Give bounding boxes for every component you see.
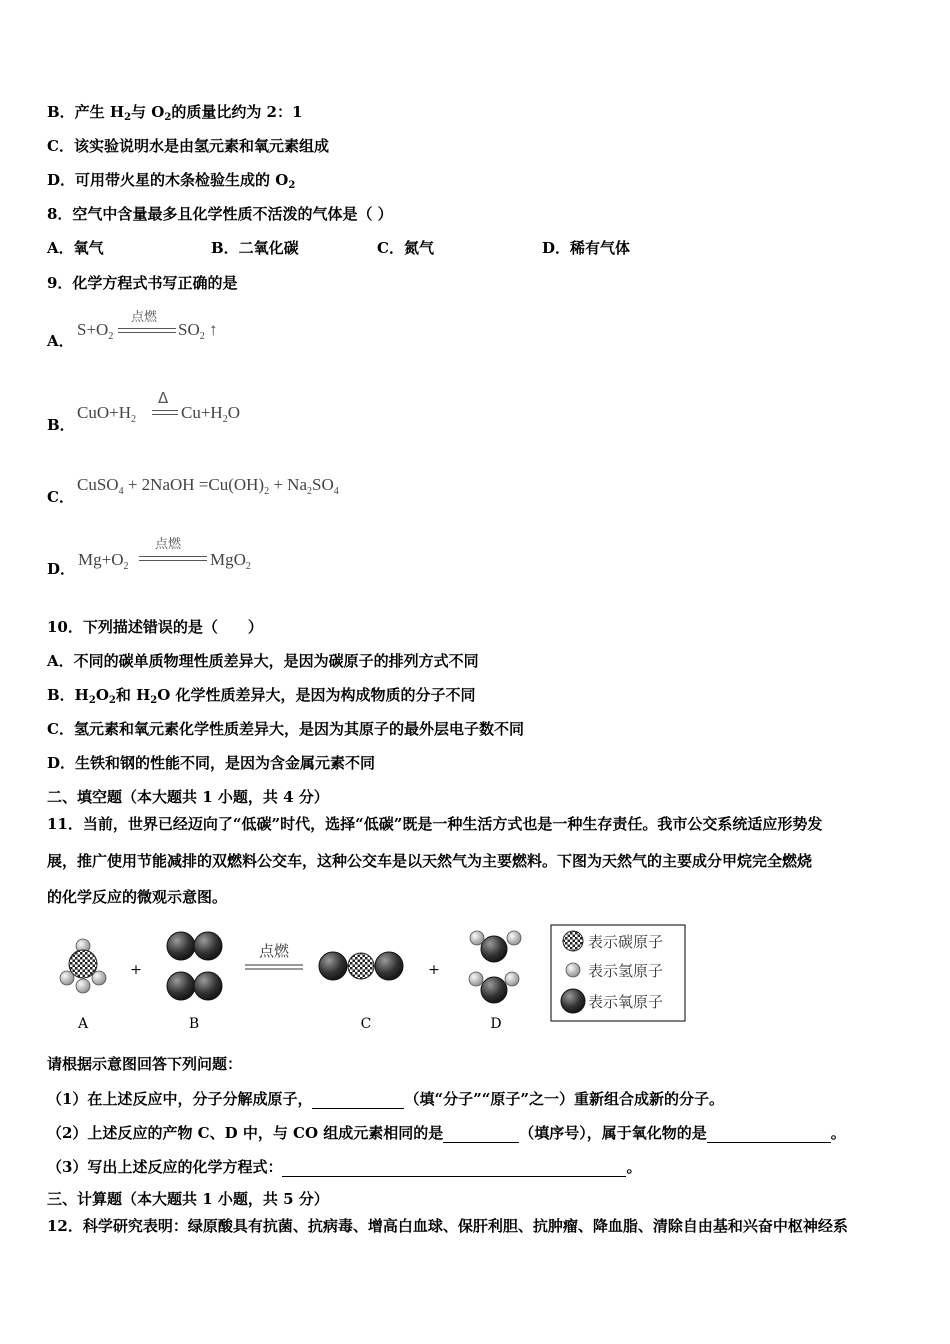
hydrogen-atom — [76, 979, 90, 993]
molecule-d-water — [469, 931, 521, 1003]
q11-line-3: 的化学反应的微观示意图。 — [47, 888, 228, 906]
molecule-c-carbon-dioxide — [319, 952, 403, 980]
hydrogen-atom — [60, 971, 74, 985]
plus-sign: + — [130, 962, 142, 978]
q8-option-c: C．氮气 — [377, 239, 434, 257]
hydrogen-atom — [92, 971, 106, 985]
reaction-condition: 点燃 — [258, 942, 290, 960]
q9-stem: 9．化学方程式书写正确的是 — [47, 274, 238, 292]
legend-carbon: 表示碳原子 — [588, 933, 664, 951]
answer-blank-1[interactable] — [312, 1088, 404, 1109]
q8-option-b: B．二氧化碳 — [211, 239, 299, 257]
q7-option-c: C．该实验说明水是由氢元素和氧元素组成 — [47, 137, 329, 155]
q9-label-c: C． — [47, 488, 74, 506]
legend — [551, 925, 685, 1021]
answer-blank-3[interactable] — [707, 1122, 831, 1143]
q10-option-a: A．不同的碳单质物理性质差异大，是因为碳原子的排列方式不同 — [47, 652, 479, 670]
q10-option-d: D．生铁和钢的性能不同，是因为含金属元素不同 — [47, 754, 376, 772]
q8-stem: 8．空气中含量最多且化学性质不活泼的气体是（ ） — [47, 205, 393, 223]
plus-sign-2: + — [428, 962, 440, 978]
methane-combustion-diagram — [45, 922, 705, 1040]
molecule-a-methane — [60, 939, 106, 993]
label-d: D — [490, 1016, 502, 1032]
molecule-b-oxygen — [167, 932, 222, 1000]
q9-equation-c: CuSO$_4$ + 2NaOH $=Cu(OH)_2 + Na_2SO_4$ — [77, 475, 339, 497]
answer-blank-2[interactable] — [443, 1122, 519, 1143]
label-c: C — [360, 1016, 372, 1032]
legend-oxygen: 表示氧原子 — [588, 993, 664, 1011]
q11-line-1: 11．当前，世界已经迈向了“低碳”时代，选择“低碳”既是一种生活方式也是一种生存责任。我市公交系统适应形势发 — [47, 815, 823, 833]
label-b: B — [188, 1016, 200, 1032]
q10-stem: 10．下列描述错误的是（ ） — [47, 618, 263, 636]
section-2-heading: 二、填空题（本大题共 1 小题，共 4 分） — [47, 788, 329, 806]
q11-prompt: 请根据示意图回答下列问题： — [47, 1055, 243, 1073]
q9-label-b: B． — [47, 416, 75, 434]
q7-option-d: D．可用带火星的木条检验生成的 $O_2$ — [47, 171, 296, 191]
q8-option-a: A．氧气 — [47, 239, 104, 257]
label-a: A — [77, 1016, 89, 1032]
q11-sub-2: （2）上述反应的产物 C、D 中，与 CO 组成元素相同的是 （填序号），属于氧化物的是 。 — [47, 1124, 846, 1142]
answer-blank-4[interactable] — [282, 1156, 626, 1177]
q11-sub-3: （3）写出上述反应的化学方程式： 。 — [47, 1158, 642, 1176]
q9-label-a: A． — [47, 332, 74, 350]
q7-option-b: B．产生 $H_2$与 $O_2$的质量比约为 2：1 — [47, 103, 303, 123]
legend-hydrogen: 表示氢原子 — [588, 962, 664, 980]
q11-line-2: 展，推广使用节能减排的双燃料公交车，这种公交车是以天然气为主要燃料。下图为天然气的主要成分甲烷完全燃烧 — [47, 852, 813, 870]
q8-option-d: D．稀有气体 — [542, 239, 631, 257]
q11-sub-1: （1）在上述反应中，分子分解成原子， （填“分子”“原子”之一）重新组合成新的分子。 — [47, 1090, 724, 1108]
carbon-atom — [69, 950, 97, 978]
q12-stem: 12．科学研究表明：绿原酸具有抗菌、抗病毒、增高白血球、保肝利胆、抗肿瘤、降血脂、清除自由基和兴奋中枢神经系 — [47, 1217, 848, 1235]
q10-option-c: C．氢元素和氧元素化学性质差异大，是因为其原子的最外层电子数不同 — [47, 720, 524, 738]
q9-label-d: D． — [47, 560, 76, 578]
q10-option-b: B．$H_2O_2$和 $H_2O$ 化学性质差异大，是因为构成物质的分子不同 — [47, 686, 476, 706]
section-3-heading: 三、计算题（本大题共 1 小题，共 5 分） — [47, 1190, 329, 1208]
